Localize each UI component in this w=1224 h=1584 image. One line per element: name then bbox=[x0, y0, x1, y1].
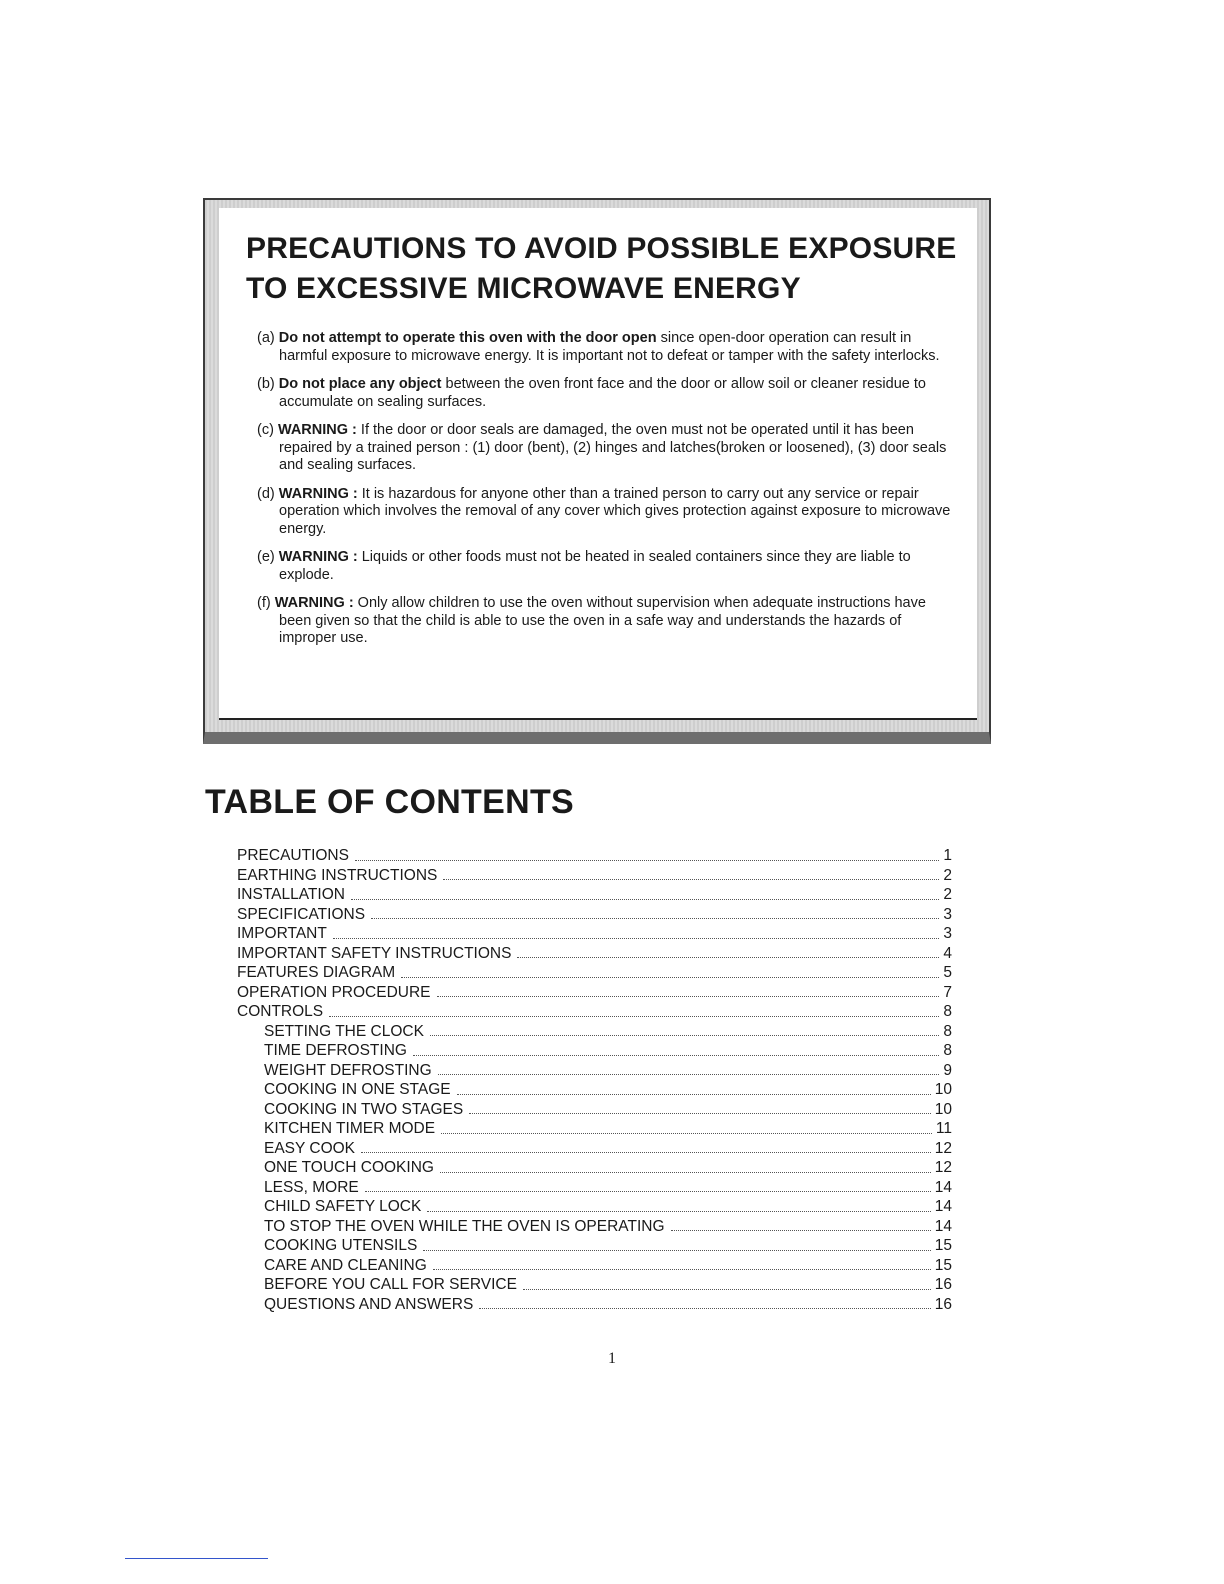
toc-entry-label: OPERATION PROCEDURE bbox=[237, 983, 431, 1001]
precaution-item bbox=[257, 376, 957, 411]
toc-entry-label: TIME DEFROSTING bbox=[264, 1042, 407, 1059]
toc-leader-dots bbox=[443, 878, 939, 880]
precaution-text: If the door or door seals are damaged, the oven must not be operated until it has been repaired by a trained person : (1) door (bent), (2) hinges and latches(broken or loosened), (3) door seals and sealing surfaces. bbox=[279, 422, 947, 473]
precaution-bold-text: Do not place any object bbox=[278, 376, 442, 392]
precautions-title-line-2: TO EXCESSIVE MICROWAVE ENERGY bbox=[246, 272, 801, 305]
toc-leader-dots bbox=[457, 1093, 931, 1095]
toc-entry-page: 3 bbox=[943, 905, 952, 923]
toc-leader-dots bbox=[437, 995, 940, 997]
toc-subentry bbox=[237, 1158, 952, 1178]
toc-entry-label: LESS, MORE bbox=[264, 1178, 359, 1196]
toc-leader-dots bbox=[469, 1112, 931, 1114]
toc-entry-label: KITCHEN TIMER MODE bbox=[264, 1120, 436, 1137]
toc-entry-label: WEIGHT DEFROSTING bbox=[264, 1061, 432, 1079]
footnote-rule bbox=[125, 1558, 268, 1559]
toc-leader-dots bbox=[517, 956, 939, 958]
precaution-text: since open-door operation can result in harmful exposure to microwave energy. It is important not to defeat or tamper with the safety interlocks. bbox=[279, 330, 940, 364]
toc-entry-page: 8 bbox=[943, 1022, 952, 1040]
precaution-item bbox=[257, 486, 957, 539]
toc-leader-dots bbox=[365, 1190, 931, 1192]
toc-entry-page: 4 bbox=[943, 944, 952, 962]
toc-entry-label: SETTING THE CLOCK bbox=[264, 1022, 424, 1040]
toc-entry-label: CONTROLS bbox=[237, 1003, 324, 1020]
precautions-list bbox=[257, 330, 957, 659]
toc-subentry bbox=[237, 1178, 952, 1198]
precaution-item bbox=[257, 422, 957, 475]
toc-leader-dots bbox=[329, 1015, 939, 1017]
toc-entry-page: 16 bbox=[934, 1295, 952, 1313]
toc-entry-label: EASY COOK bbox=[264, 1139, 356, 1157]
toc-subentry bbox=[237, 1295, 952, 1315]
precautions-title bbox=[246, 229, 976, 309]
toc-subentry bbox=[237, 1217, 952, 1237]
precaution-marker: (e) bbox=[257, 549, 275, 565]
toc-entry-page: 2 bbox=[943, 866, 952, 884]
toc-leader-dots bbox=[430, 1034, 939, 1036]
toc-leader-dots bbox=[351, 898, 939, 900]
toc-entry bbox=[237, 905, 952, 925]
toc-entry-page: 14 bbox=[934, 1178, 952, 1196]
toc-leader-dots bbox=[438, 1073, 940, 1075]
toc-entry bbox=[237, 983, 952, 1003]
toc-entry-page: 14 bbox=[934, 1198, 952, 1215]
toc-entry-page: 1 bbox=[943, 847, 952, 864]
toc-entry-page: 15 bbox=[934, 1237, 952, 1254]
precaution-item bbox=[257, 549, 957, 584]
toc-entry-label: IMPORTANT bbox=[237, 925, 327, 942]
toc-entry-page: 2 bbox=[943, 886, 952, 903]
toc-title: TABLE OF CONTENTS bbox=[205, 783, 575, 821]
toc-entry-page: 5 bbox=[943, 964, 952, 981]
toc-leader-dots bbox=[433, 1268, 931, 1270]
toc-leader-dots bbox=[440, 1171, 931, 1173]
toc-leader-dots bbox=[355, 859, 939, 861]
toc-entry-label: IMPORTANT SAFETY INSTRUCTIONS bbox=[237, 944, 512, 962]
precaution-bold-text: WARNING : bbox=[278, 549, 358, 565]
toc-entry-label: COOKING IN TWO STAGES bbox=[264, 1100, 464, 1118]
toc-entry-page: 12 bbox=[934, 1139, 952, 1157]
toc-subentry bbox=[237, 1119, 952, 1139]
toc-entry-label: EARTHING INSTRUCTIONS bbox=[237, 866, 438, 884]
toc-entry-page: 8 bbox=[943, 1042, 952, 1059]
precaution-bold-text: Do not attempt to operate this oven with the door open bbox=[278, 330, 657, 346]
toc-entry-page: 10 bbox=[934, 1081, 952, 1098]
toc-entry-label: COOKING IN ONE STAGE bbox=[264, 1081, 451, 1098]
toc-entry-page: 8 bbox=[943, 1003, 952, 1020]
precaution-text: Only allow children to use the oven without supervision when adequate instructions have been given so that the child is able to use the oven in a safe way and understands the hazards of improper use. bbox=[279, 595, 926, 646]
toc-subentry bbox=[237, 1022, 952, 1042]
toc-leader-dots bbox=[361, 1151, 931, 1153]
page-number: 1 bbox=[608, 1350, 616, 1367]
toc-entry-label: FEATURES DIAGRAM bbox=[237, 964, 396, 981]
toc-subentry bbox=[237, 1041, 952, 1061]
toc-subentry bbox=[237, 1100, 952, 1120]
toc-entry-label: TO STOP THE OVEN WHILE THE OVEN IS OPERATING bbox=[264, 1217, 665, 1235]
toc-entry-label: BEFORE YOU CALL FOR SERVICE bbox=[264, 1276, 517, 1293]
toc-entry-label: ONE TOUCH COOKING bbox=[264, 1159, 434, 1176]
precaution-bold-text: WARNING : bbox=[278, 485, 358, 502]
precaution-marker: (f) bbox=[257, 595, 271, 611]
toc-entry bbox=[237, 924, 952, 944]
toc-entry bbox=[237, 846, 952, 866]
toc-entry-page: 15 bbox=[934, 1256, 952, 1274]
toc-entry-label: COOKING UTENSILS bbox=[264, 1237, 418, 1254]
toc-leader-dots bbox=[423, 1249, 930, 1251]
toc-entry-label: SPECIFICATIONS bbox=[237, 905, 366, 923]
toc-entry-label: CARE AND CLEANING bbox=[264, 1256, 427, 1274]
toc-subentry bbox=[237, 1256, 952, 1276]
toc-leader-dots bbox=[427, 1210, 930, 1212]
precaution-bold-text: WARNING : bbox=[274, 595, 354, 611]
toc-entry-page: 12 bbox=[934, 1159, 952, 1176]
precaution-marker: (c) bbox=[257, 422, 274, 438]
toc-entry-page: 11 bbox=[935, 1120, 952, 1137]
precaution-item bbox=[257, 330, 957, 365]
toc-entry-page: 3 bbox=[943, 925, 952, 942]
toc-subentry bbox=[237, 1197, 952, 1217]
toc-entry-page: 16 bbox=[934, 1276, 952, 1293]
toc-entry-label: CHILD SAFETY LOCK bbox=[264, 1198, 422, 1215]
toc-leader-dots bbox=[441, 1132, 932, 1134]
precautions-title-line-1: PRECAUTIONS TO AVOID POSSIBLE EXPOSURE bbox=[246, 232, 957, 265]
precaution-bold-text: WARNING : bbox=[277, 422, 357, 438]
toc-entry-label: QUESTIONS AND ANSWERS bbox=[264, 1295, 474, 1313]
toc-entry bbox=[237, 944, 952, 964]
toc-leader-dots bbox=[523, 1288, 931, 1290]
toc-entry-page: 7 bbox=[943, 983, 952, 1001]
toc-leader-dots bbox=[333, 937, 940, 939]
toc-leader-dots bbox=[413, 1054, 939, 1056]
toc-subentry bbox=[237, 1275, 952, 1295]
toc-entry bbox=[237, 963, 952, 983]
toc-subentry bbox=[237, 1061, 952, 1081]
toc-subentry bbox=[237, 1236, 952, 1256]
precaution-text: It is hazardous for anyone other than a trained person to carry out any service or repair operation which involves the removal of any cover which gives protection against exposure to microwave energy. bbox=[279, 485, 951, 537]
toc-subentry bbox=[237, 1080, 952, 1100]
toc-entry bbox=[237, 1002, 952, 1022]
precaution-marker: (a) bbox=[257, 330, 275, 346]
toc-entry-page: 9 bbox=[943, 1061, 952, 1079]
toc-leader-dots bbox=[479, 1307, 930, 1309]
toc-leader-dots bbox=[401, 976, 939, 978]
precaution-text: between the oven front face and the door or allow soil or cleaner residue to accumulate on sealing surfaces. bbox=[279, 376, 926, 410]
toc-entry-page: 10 bbox=[934, 1100, 952, 1118]
toc-entry bbox=[237, 866, 952, 886]
toc-entry bbox=[237, 885, 952, 905]
precaution-marker: (d) bbox=[257, 485, 275, 502]
toc-entry-page: 14 bbox=[934, 1217, 952, 1235]
toc-entry-label: PRECAUTIONS bbox=[237, 847, 349, 864]
toc-list bbox=[237, 846, 952, 1314]
toc-entry-label: INSTALLATION bbox=[237, 886, 345, 903]
toc-subentry bbox=[237, 1139, 952, 1159]
precaution-item bbox=[257, 595, 957, 648]
precaution-marker: (b) bbox=[257, 376, 275, 392]
toc-leader-dots bbox=[671, 1229, 931, 1231]
precaution-text: Liquids or other foods must not be heated in sealed containers since they are liable to explode. bbox=[279, 549, 911, 583]
toc-leader-dots bbox=[371, 917, 939, 919]
